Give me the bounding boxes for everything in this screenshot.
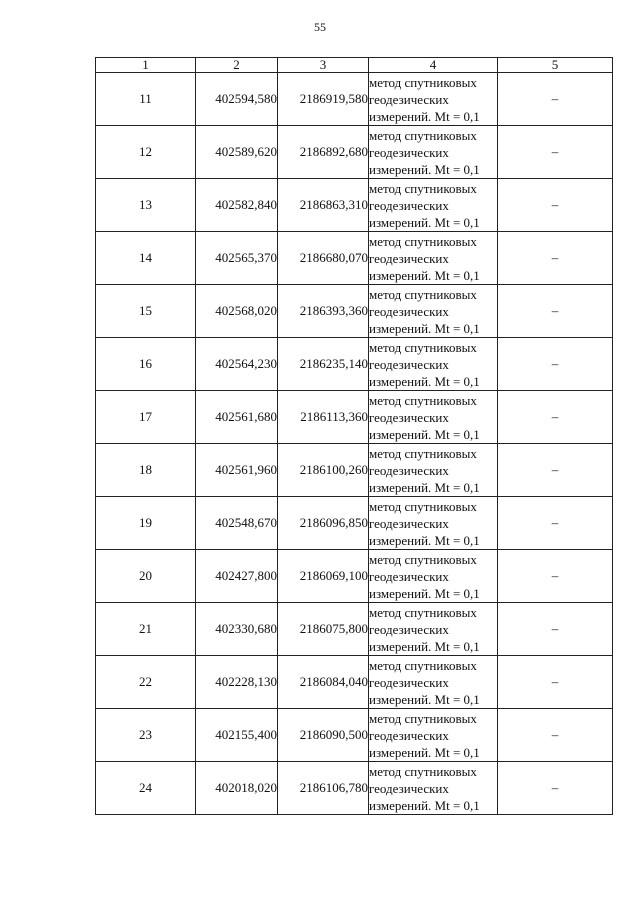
method-line: метод спутниковых: [369, 604, 477, 620]
y-coordinate-cell: 2186919,580: [278, 73, 369, 126]
method-line: измерений. Mt = 0,1: [369, 267, 480, 283]
y-coordinate-cell: 2186106,780: [278, 762, 369, 815]
table-header: [96, 58, 613, 73]
method-line: геодезических: [369, 356, 449, 372]
note-cell: –: [498, 497, 613, 550]
point-number-cell: 15: [96, 285, 196, 338]
x-coordinate-cell: 402155,400: [196, 709, 278, 762]
table-row: [96, 391, 613, 444]
method-line: геодезических: [369, 515, 449, 531]
note-cell: –: [498, 232, 613, 285]
table-row: [96, 232, 613, 285]
x-coordinate-cell: 402589,620: [196, 126, 278, 179]
point-number-cell: 21: [96, 603, 196, 656]
method-line: геодезических: [369, 462, 449, 478]
method-line: геодезических: [369, 674, 449, 690]
x-coordinate-cell: 402018,020: [196, 762, 278, 815]
method-line: метод спутниковых: [369, 551, 477, 567]
method-line: метод спутниковых: [369, 339, 477, 355]
header-col-3: 3: [278, 58, 369, 73]
note-cell: –: [498, 550, 613, 603]
point-number-cell: 11: [96, 73, 196, 126]
point-number-cell: 17: [96, 391, 196, 444]
method-line: измерений. Mt = 0,1: [369, 108, 480, 124]
method-cell: [369, 179, 498, 232]
header-col-5: 5: [498, 58, 613, 73]
method-line: метод спутниковых: [369, 127, 477, 143]
table-row: [96, 73, 613, 126]
coordinates-table: [95, 57, 613, 815]
note-cell: –: [498, 444, 613, 497]
method-line: геодезических: [369, 727, 449, 743]
method-line: измерений. Mt = 0,1: [369, 161, 480, 177]
note-cell: –: [498, 762, 613, 815]
table-row: [96, 497, 613, 550]
point-number-cell: 18: [96, 444, 196, 497]
table-body: [96, 73, 613, 815]
header-row: [96, 58, 613, 73]
y-coordinate-cell: 2186096,850: [278, 497, 369, 550]
x-coordinate-cell: 402330,680: [196, 603, 278, 656]
method-cell: [369, 762, 498, 815]
method-line: геодезических: [369, 568, 449, 584]
y-coordinate-cell: 2186863,310: [278, 179, 369, 232]
method-line: измерений. Mt = 0,1: [369, 532, 480, 548]
method-line: метод спутниковых: [369, 286, 477, 302]
method-line: геодезических: [369, 197, 449, 213]
point-number-cell: 22: [96, 656, 196, 709]
method-line: метод спутниковых: [369, 710, 477, 726]
method-cell: [369, 550, 498, 603]
method-line: измерений. Mt = 0,1: [369, 585, 480, 601]
point-number-cell: 20: [96, 550, 196, 603]
method-line: геодезических: [369, 780, 449, 796]
method-cell: [369, 603, 498, 656]
method-cell: [369, 656, 498, 709]
y-coordinate-cell: 2186393,360: [278, 285, 369, 338]
y-coordinate-cell: 2186075,800: [278, 603, 369, 656]
method-line: геодезических: [369, 144, 449, 160]
table-row: [96, 762, 613, 815]
point-number-cell: 19: [96, 497, 196, 550]
point-number-cell: 13: [96, 179, 196, 232]
method-line: геодезических: [369, 409, 449, 425]
method-cell: [369, 232, 498, 285]
header-col-2: 2: [196, 58, 278, 73]
method-cell: [369, 444, 498, 497]
table-row: [96, 179, 613, 232]
method-line: измерений. Mt = 0,1: [369, 479, 480, 495]
note-cell: –: [498, 656, 613, 709]
method-cell: [369, 338, 498, 391]
method-line: измерений. Mt = 0,1: [369, 691, 480, 707]
method-line: геодезических: [369, 303, 449, 319]
method-line: метод спутниковых: [369, 392, 477, 408]
y-coordinate-cell: 2186069,100: [278, 550, 369, 603]
header-col-4: 4: [369, 58, 498, 73]
y-coordinate-cell: 2186100,260: [278, 444, 369, 497]
method-line: геодезических: [369, 91, 449, 107]
method-line: метод спутниковых: [369, 445, 477, 461]
table-row: [96, 709, 613, 762]
x-coordinate-cell: 402228,130: [196, 656, 278, 709]
method-cell: [369, 126, 498, 179]
method-line: измерений. Mt = 0,1: [369, 797, 480, 813]
method-cell: [369, 497, 498, 550]
note-cell: –: [498, 126, 613, 179]
x-coordinate-cell: 402564,230: [196, 338, 278, 391]
table-row: [96, 444, 613, 497]
method-line: измерений. Mt = 0,1: [369, 638, 480, 654]
x-coordinate-cell: 402548,670: [196, 497, 278, 550]
y-coordinate-cell: 2186235,140: [278, 338, 369, 391]
method-line: геодезических: [369, 621, 449, 637]
table-row: [96, 656, 613, 709]
method-line: измерений. Mt = 0,1: [369, 426, 480, 442]
method-line: метод спутниковых: [369, 657, 477, 673]
method-line: измерений. Mt = 0,1: [369, 744, 480, 760]
y-coordinate-cell: 2186892,680: [278, 126, 369, 179]
note-cell: –: [498, 179, 613, 232]
note-cell: –: [498, 709, 613, 762]
table-row: [96, 126, 613, 179]
y-coordinate-cell: 2186084,040: [278, 656, 369, 709]
table-row: [96, 285, 613, 338]
method-line: метод спутниковых: [369, 233, 477, 249]
header-col-1: 1: [96, 58, 196, 73]
method-cell: [369, 285, 498, 338]
x-coordinate-cell: 402565,370: [196, 232, 278, 285]
method-line: измерений. Mt = 0,1: [369, 214, 480, 230]
page-number: 55: [314, 20, 326, 34]
table-row: [96, 603, 613, 656]
x-coordinate-cell: 402582,840: [196, 179, 278, 232]
point-number-cell: 23: [96, 709, 196, 762]
note-cell: –: [498, 603, 613, 656]
method-cell: [369, 391, 498, 444]
point-number-cell: 12: [96, 126, 196, 179]
x-coordinate-cell: 402561,680: [196, 391, 278, 444]
method-line: метод спутниковых: [369, 498, 477, 514]
method-cell: [369, 709, 498, 762]
note-cell: –: [498, 391, 613, 444]
x-coordinate-cell: 402561,960: [196, 444, 278, 497]
method-line: метод спутниковых: [369, 180, 477, 196]
method-line: метод спутниковых: [369, 763, 477, 779]
point-number-cell: 14: [96, 232, 196, 285]
method-cell: [369, 73, 498, 126]
method-line: измерений. Mt = 0,1: [369, 373, 480, 389]
method-line: метод спутниковых: [369, 74, 477, 90]
x-coordinate-cell: 402568,020: [196, 285, 278, 338]
x-coordinate-cell: 402594,580: [196, 73, 278, 126]
table-row: [96, 550, 613, 603]
point-number-cell: 24: [96, 762, 196, 815]
x-coordinate-cell: 402427,800: [196, 550, 278, 603]
table-row: [96, 338, 613, 391]
note-cell: –: [498, 73, 613, 126]
point-number-cell: 16: [96, 338, 196, 391]
note-cell: –: [498, 285, 613, 338]
y-coordinate-cell: 2186113,360: [278, 391, 369, 444]
method-line: геодезических: [369, 250, 449, 266]
note-cell: –: [498, 338, 613, 391]
y-coordinate-cell: 2186090,500: [278, 709, 369, 762]
y-coordinate-cell: 2186680,070: [278, 232, 369, 285]
method-line: измерений. Mt = 0,1: [369, 320, 480, 336]
